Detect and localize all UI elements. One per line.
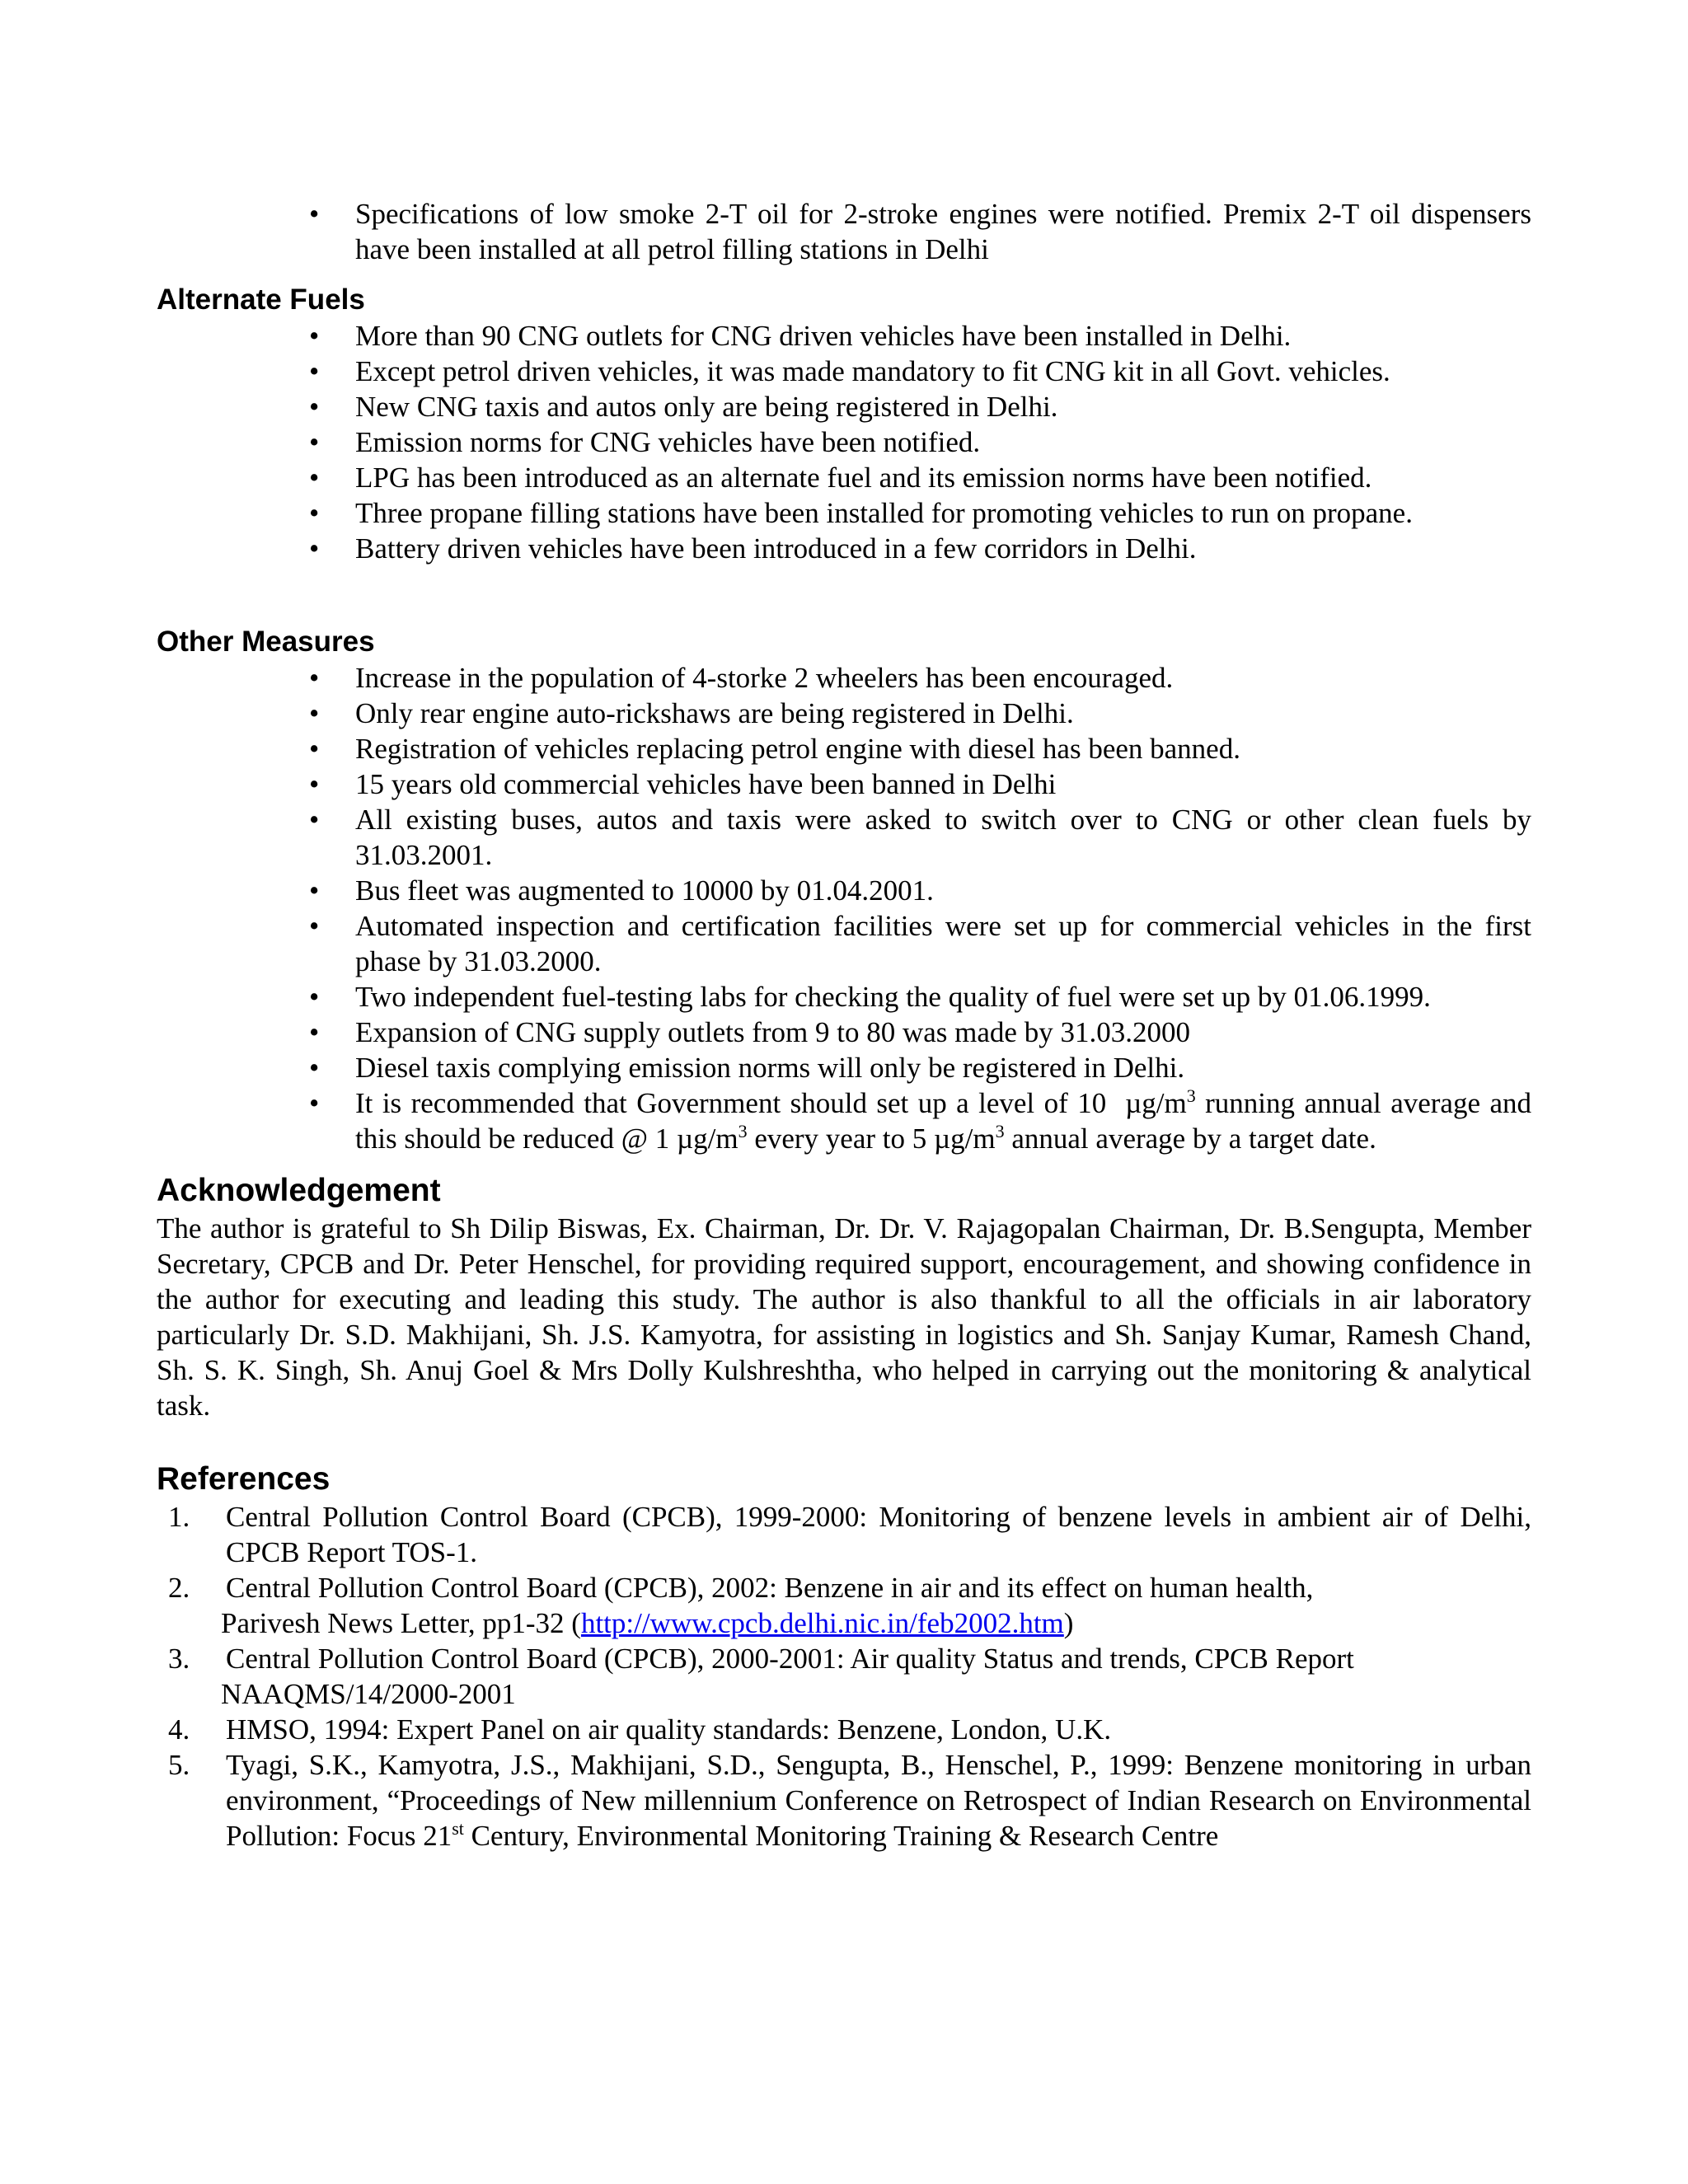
list-item: • Battery driven vehicles have been introduced in a few corridors in Delhi. [355, 531, 1531, 566]
reference-continuation [221, 1605, 1531, 1641]
list-item: • Only rear engine auto-rickshaws are being registered in Delhi. [355, 696, 1531, 731]
section-heading-other-measures: Other Measures [157, 626, 375, 658]
reference-text: Parivesh News Letter, pp1-32 ( [221, 1607, 581, 1639]
reference-text: Central Pollution Control Board (CPCB), 2000-2001: Air quality Status and trends, CPCB Report [226, 1643, 1354, 1675]
list-item: • Increase in the population of 4-storke 2 wheelers has been encouraged. [355, 660, 1531, 696]
list-item: • Automated inspection and certification facilities were set up for commercial vehicles in the first phase by 31.03.2000. [355, 908, 1531, 979]
reference-text: HMSO, 1994: Expert Panel on air quality standards: Benzene, London, U.K. [226, 1713, 1112, 1746]
list-item: • Expansion of CNG supply outlets from 9 to 80 was made by 31.03.2000 [355, 1015, 1531, 1050]
superscript: 3 [738, 1121, 748, 1141]
text-segment: running annual average and this should be reduced @ 1 µg/m [355, 1087, 1531, 1155]
reference-number: 2. [168, 1572, 190, 1604]
reference-number: 3. [168, 1643, 190, 1675]
reference-link[interactable]: http://www.cpcb.delhi.nic.in/feb2002.htm [580, 1607, 1064, 1639]
list-item: • Two independent fuel-testing labs for checking the quality of fuel were set up by 01.06.1999. [355, 979, 1531, 1015]
list-item: • New CNG taxis and autos only are being registered in Delhi. [355, 389, 1531, 424]
list-item: • LPG has been introduced as an alternate fuel and its emission norms have been notified. [355, 460, 1531, 495]
list-item: • Bus fleet was augmented to 10000 by 01.04.2001. [355, 873, 1531, 908]
list-item-recommendation [355, 1085, 1531, 1156]
acknowledgement-paragraph: The author is grateful to Sh Dilip Biswas, Ex. Chairman, Dr. Dr. V. Rajagopalan Chairman, Dr. B.Sengupta, Member Secretary, CPCB and Dr. Peter Henschel, for providing required support, encouragement, and showing confidence in the author for executing and leading this study. The author is also thankful to all the officials in air laboratory particularly Dr. S.D. Makhijani, Sh. J.S. Kamyotra, for assisting in logistics and Sh. Sanjay Kumar, Ramesh Chand, Sh. S. K. Singh, Sh. Anuj Goel & Mrs Dolly Kulshreshtha, who helped in carrying out the monitoring & analytical task. [157, 1212, 1531, 1422]
list-item: • Emission norms for CNG vehicles have been notified. [355, 424, 1531, 460]
text-segment: every year to 5 µg/m [747, 1122, 996, 1155]
reference-continuation: NAAQMS/14/2000-2001 [221, 1678, 516, 1710]
reference-item [168, 1499, 1531, 1570]
reference-item [168, 1712, 1531, 1747]
reference-number: 5. [168, 1749, 190, 1781]
alternate-fuels-list [157, 318, 1531, 566]
list-item: • All existing buses, autos and taxis were asked to switch over to CNG or other clean fuels by 31.03.2001. [355, 802, 1531, 873]
text-segment: annual average by a target date. [1004, 1122, 1376, 1155]
page-content [157, 196, 1531, 1854]
reference-item [168, 1641, 1531, 1712]
reference-text: ) [1063, 1607, 1074, 1639]
reference-text: Central Pollution Control Board (CPCB), 2002: Benzene in air and its effect on human health, [226, 1572, 1314, 1604]
list-item: • Registration of vehicles replacing petrol engine with diesel has been banned. [355, 731, 1531, 766]
superscript: 3 [1186, 1085, 1196, 1106]
section-heading-acknowledgement: Acknowledgement [157, 1173, 441, 1208]
superscript: st [452, 1818, 464, 1839]
list-item: • Specifications of low smoke 2-T oil for 2-stroke engines were notified. Premix 2-T oil dispensers have been installed at all petrol filling stations in Delhi [355, 196, 1531, 267]
list-item: • 15 years old commercial vehicles have been banned in Delhi [355, 766, 1531, 802]
references-list [157, 1499, 1531, 1854]
reference-item [168, 1747, 1531, 1854]
superscript: 3 [995, 1121, 1005, 1141]
list-item: • Except petrol driven vehicles, it was made mandatory to fit CNG kit in all Govt. vehicles. [355, 354, 1531, 389]
section-heading-alternate-fuels: Alternate Fuels [157, 284, 365, 316]
reference-number: 4. [168, 1713, 190, 1746]
reference-item [168, 1570, 1531, 1641]
text-segment: It is recommended that Government should set up a level of 10 µg/m [355, 1087, 1187, 1119]
list-item: • Three propane filling stations have been installed for promoting vehicles to run on propane. [355, 495, 1531, 531]
section-heading-references: References [157, 1461, 331, 1497]
intro-bullet-list [157, 196, 1531, 267]
list-item: • More than 90 CNG outlets for CNG driven vehicles have been installed in Delhi. [355, 318, 1531, 354]
reference-text: Century, Environmental Monitoring Training & Research Centre [463, 1820, 1219, 1852]
other-measures-list [157, 660, 1531, 1156]
reference-text: Central Pollution Control Board (CPCB), 1999-2000: Monitoring of benzene levels in ambient air of Delhi, CPCB Report TOS-1. [226, 1501, 1531, 1568]
list-item: • Diesel taxis complying emission norms will only be registered in Delhi. [355, 1050, 1531, 1085]
reference-number: 1. [168, 1501, 190, 1533]
reference-text: Tyagi, S.K., Kamyotra, J.S., Makhijani, S.D., Sengupta, B., Henschel, P., 1999: Benzene monitoring in urban environment, “Proceedings of New millennium Conference on Retrospect of Indian Research on Environmental Pollution: Focus 21 [226, 1749, 1531, 1852]
